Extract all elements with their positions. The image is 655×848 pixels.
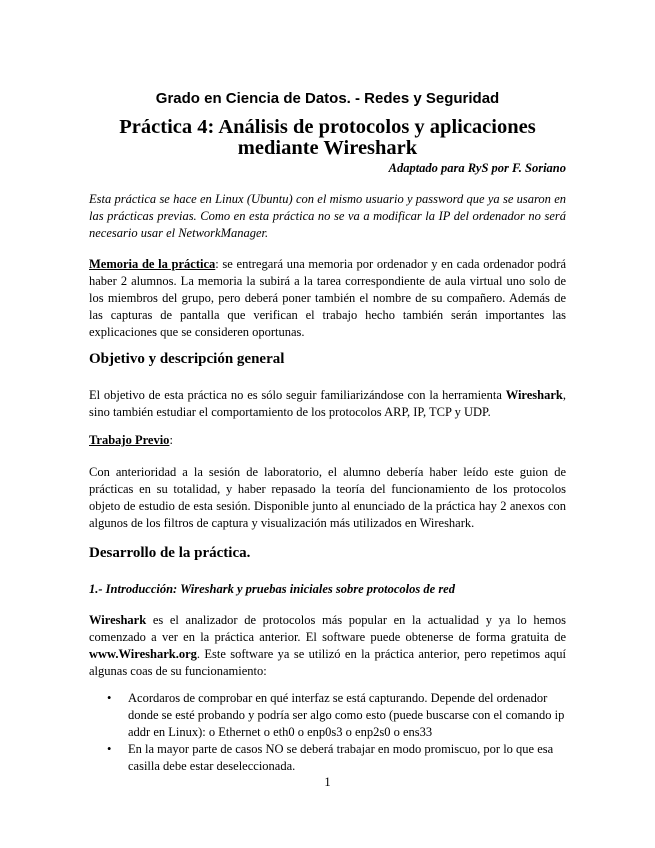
practice-title-line1: Práctica 4: Análisis de protocolos y aplicaciones — [119, 116, 536, 138]
trabajo-previo-label: Trabajo Previo — [89, 433, 170, 447]
wireshark-bold: Wireshark — [89, 613, 147, 627]
bullet-list — [89, 690, 566, 775]
list-item-text: Acordaros de comprobar en qué interfaz se está capturando. Depende del ordenador donde se esté probando y podría ser algo como esto (puede buscarse con el comando ip addr en Linux): o Ethernet o eth0 o enp0s3 o enp2s0 o ens33 — [128, 691, 565, 739]
adapted-credit: Adaptado para RyS por F. Soriano — [388, 161, 566, 175]
page-number: 1 — [324, 775, 331, 789]
memoria-text: : se entregará una memoria por ordenador y en cada ordenador podrá haber 2 alumnos. La memoria la subirá a la tarea correspondiente de aula virtual uno solo de los miembros del grupo, pero deberá poner también el nombre de su compañero. Además de las capturas de pantalla que verifican el trabajo hecho también serán importantes las explicaciones que se consideren oportunas. — [89, 257, 567, 339]
memoria-paragraph — [89, 256, 566, 341]
list-item — [89, 741, 566, 775]
trabajo-previo-paragraph: Con anterioridad a la sesión de laboratorio, el alumno debería haber leído este guion de prácticas en su totalidad, y haber repasado la teoría del funcionamiento de los protocolos objeto de estudio de esta sesión. Disponible junto al enunciado de la práctica hay 2 anexos con algunos de los filtros de captura y visualización más utilizados en Wireshark. — [89, 465, 566, 530]
practice-title-line2: mediante Wireshark — [237, 137, 418, 159]
objetivo-paragraph — [89, 387, 566, 421]
trabajo-previo-colon: : — [169, 433, 173, 447]
wireshark-text1: es el analizador de protocolos más popular en la actualidad y ya lo hemos comenzado a ver en la práctica anterior. El software puede obtenerse de forma gratuita de — [89, 613, 566, 644]
objetivo-bold: Wireshark — [505, 388, 563, 402]
section-1-heading: 1.- Introducción: Wireshark y pruebas iniciales sobre protocolos de red — [89, 582, 455, 596]
bullet-icon: • — [107, 742, 112, 756]
practice-title — [0, 117, 655, 159]
desarrollo-heading: Desarrollo de la práctica. — [89, 545, 251, 561]
list-item — [89, 690, 566, 741]
course-title: Grado en Ciencia de Datos. - Redes y Seguridad — [155, 90, 500, 107]
bullet-icon: • — [107, 691, 112, 705]
intro-paragraph: Esta práctica se hace en Linux (Ubuntu) con el mismo usuario y password que ya se usaron en las prácticas previas. Como en esta práctica no se va a modificar la IP del ordenador no será necesario usar el NetworkManager. — [89, 192, 566, 240]
wireshark-text2: . Este software ya se utilizó en la práctica anterior, pero repetimos aquí algunas coas de su funcionamiento: — [89, 647, 566, 678]
objetivo-text-after: , sino también estudiar el comportamiento de los protocolos ARP, IP, TCP y UDP. — [89, 388, 566, 419]
wireshark-paragraph — [89, 612, 566, 680]
objetivo-heading: Objetivo y descripción general — [89, 351, 285, 367]
objetivo-text-before: El objetivo de esta práctica no es sólo seguir familiarizándose con la herramienta — [89, 388, 506, 402]
trabajo-previo-label-line — [89, 432, 566, 449]
wireshark-url: www.Wireshark.org — [89, 647, 197, 661]
list-item-text: En la mayor parte de casos NO se deberá trabajar en modo promiscuo, por lo que esa casilla debe estar deseleccionada. — [128, 742, 554, 773]
memoria-label: Memoria de la práctica — [89, 257, 216, 271]
